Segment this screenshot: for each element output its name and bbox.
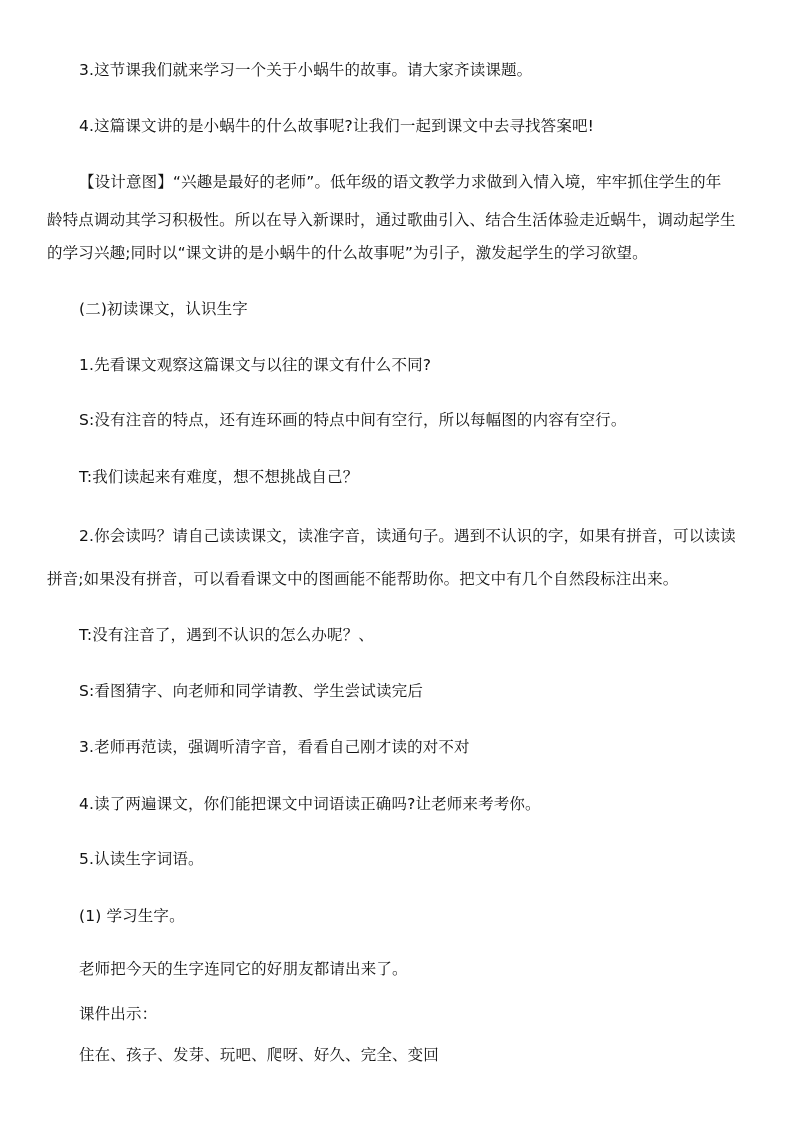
paragraph-step-3: 3.这节课我们就来学习一个关于小蜗牛的故事。请大家齐读课题。	[79, 61, 533, 79]
subheading-learn-characters: (1) 学习生字。	[79, 907, 185, 925]
student-answer-line-1: S:没有注音的特点，还有连环画的特点中间有空行，所以每幅图的内容有空行。	[79, 411, 627, 429]
paragraph-courseware-display: 课件出示：	[79, 1005, 158, 1023]
paragraph-new-characters-intro: 老师把今天的生字连同它的好朋友都请出来了。	[79, 960, 408, 978]
design-intent-line-3: 的学习兴趣;同时以“课文讲的是小蜗牛的什么故事呢”为引子，激发起学生的学习欲望。	[47, 244, 648, 262]
reading-instruction-line-2: 拼音;如果没有拼音，可以看看课文中的图画能不能帮助你。把文中有几个自然段标注出来。	[47, 570, 679, 588]
student-answer-line-2: S:看图猜字、向老师和同学请教、学生尝试读完后	[79, 682, 424, 700]
paragraph-reading-check: 4.读了两遍课文，你们能把课文中词语读正确吗?让老师来考考你。	[79, 795, 541, 813]
paragraph-teacher-demo-reading: 3.老师再范读，强调听清字音，看看自己刚才读的对不对	[79, 738, 470, 756]
design-intent-line-1: 【设计意图】“兴趣是最好的老师”。低年级的语文教学力求做到入情入境，牢牢抓住学生的年	[79, 173, 722, 191]
design-intent-line-2: 龄特点调动其学习积极性。所以在导入新课时，通过歌曲引入、结合生活体验走近蜗牛，调动起学生	[47, 211, 736, 229]
word-list: 住在、孩子、发芽、玩吧、爬呀、好久、完全、变回	[79, 1046, 439, 1064]
reading-instruction-line-1: 2.你会读吗？请自己读读课文，读准字音，读通句子。遇到不认识的字，如果有拼音，可以读读	[79, 527, 736, 545]
teacher-line-2: T:没有注音了，遇到不认识的怎么办呢？、	[79, 626, 374, 644]
section-heading-first-reading: (二)初读课文，认识生字	[79, 300, 248, 318]
paragraph-recognize-words: 5.认读生字词语。	[79, 850, 204, 868]
question-line-1: 1.先看课文观察这篇课文与以往的课文有什么不同?	[79, 356, 432, 374]
teacher-line-1: T:我们读起来有难度，想不想挑战自己？	[79, 468, 359, 486]
paragraph-step-4: 4.这篇课文讲的是小蜗牛的什么故事呢?让我们一起到课文中去寻找答案吧!	[79, 117, 594, 135]
